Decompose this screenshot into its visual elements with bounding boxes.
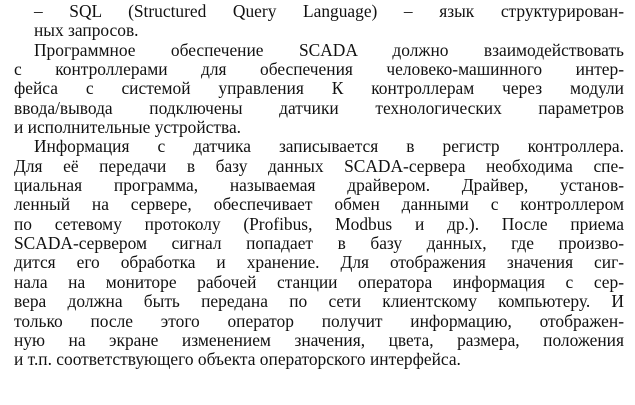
text-line: и исполнительные устройства. (14, 117, 242, 138)
text-line: Для её передачи в базу данных SCADA-сервера необходима спе- (14, 155, 624, 176)
text-line: только после этого оператор получит информацию, отображен- (14, 310, 624, 331)
text-line: по сетевому протоколу (Profibus, Modbus и др.). После приема (14, 213, 624, 234)
text-line: фейса с системой управления К контроллерам через модули (14, 78, 624, 99)
text-line: вера должна быть передана по сети клиентскому компьютеру. И (14, 291, 624, 312)
text-line: SCADA-сервером сигнал попадает в базу данных, где произво- (14, 233, 624, 254)
text-line: Программное обеспечение SCADA должно взаимодействовать (34, 39, 624, 60)
text-line: ленный на сервере, обеспечивает обмен данными с контроллером (14, 194, 624, 215)
text-line: ввода/вывода подключены датчики технологических параметров (14, 97, 624, 118)
text-line: нала на мониторе рабочей станции оператора информация с сер- (14, 271, 624, 292)
document-page (14, 2, 624, 370)
text-line: дится его обработка и хранение. Для отображения значения сиг- (14, 252, 624, 273)
text-line: ную на экране изменением значения, цвета, размера, положения (14, 329, 624, 350)
text-line: ных запросов. (34, 20, 139, 41)
text-line: с контроллерами для обеспечения человеко-машинного интер- (14, 59, 624, 80)
text-line: – SQL (Structured Query Language) – язык структурирован- (34, 1, 624, 21)
text-line: циальная программа, называемая драйвером. Драйвер, установ- (14, 175, 624, 196)
text-line: Информация с датчика записывается в регистр контроллера. (34, 136, 624, 157)
text-line: и т.п. соответствующего объекта операторского интерфейса. (14, 349, 461, 370)
